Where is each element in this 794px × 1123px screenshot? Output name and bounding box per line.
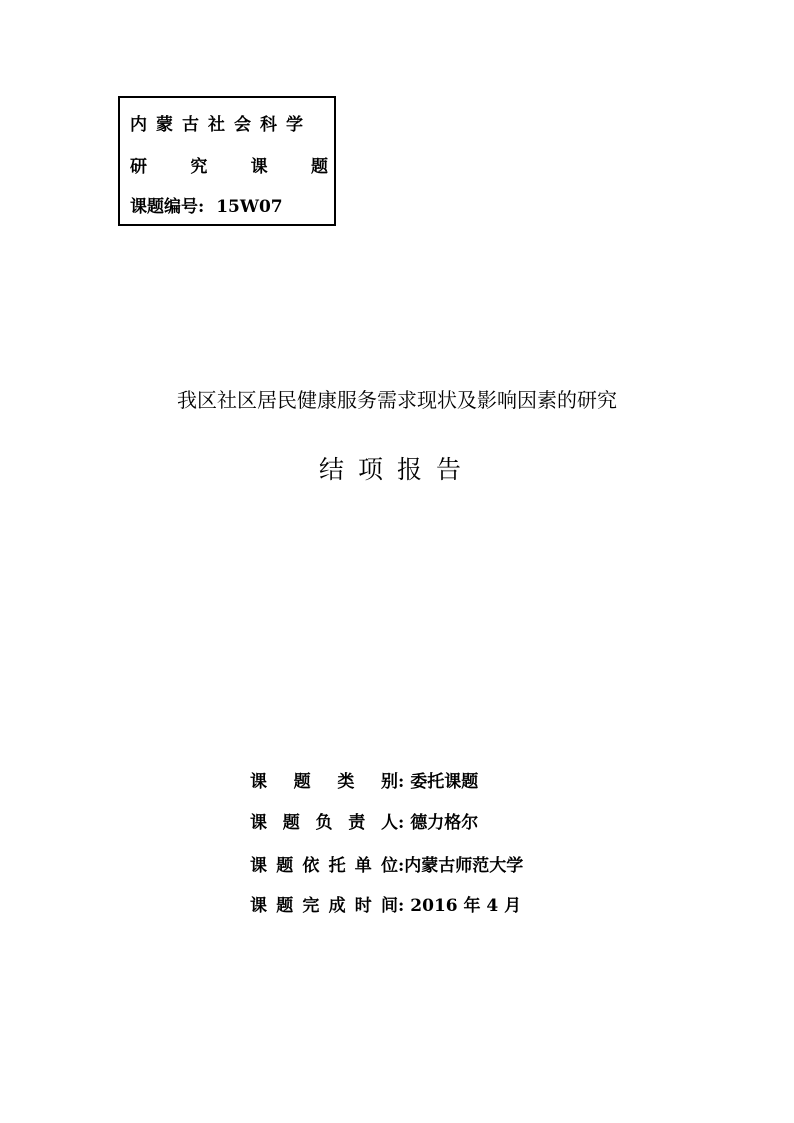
unit-label [250,851,398,876]
info-row-leader [250,808,478,833]
label-char: 课 [250,813,267,833]
box-char: 题 [310,157,328,177]
info-row-category [250,767,478,792]
leader-value: 德力格尔 [410,813,479,833]
box-char: 课 [250,157,268,177]
box-line-research-project [130,152,328,177]
label-char: 单 [354,856,372,876]
box-line-project-number [130,192,283,217]
info-row-completion-time [250,891,521,916]
label-char: 位 [380,856,398,876]
label-char: 时 [354,896,372,916]
project-info-box [118,96,336,226]
time-separator: : [398,896,405,916]
category-separator: : [398,772,405,792]
project-number-label: 课题编号: [130,197,205,217]
project-number-value: 15W07 [216,197,283,217]
label-char: 成 [328,896,346,916]
label-char: 责 [348,813,366,833]
leader-label [250,808,398,833]
unit-value: 内蒙古师范大学 [404,856,524,876]
label-char: 间 [380,896,398,916]
info-row-unit [250,851,523,876]
box-line-institution: 内蒙古社会科学 [130,115,312,135]
label-char: 托 [328,856,346,876]
label-char: 负 [315,813,333,833]
label-char: 题 [293,772,311,792]
label-char: 依 [302,856,320,876]
report-subtitle: 结项报告 [318,455,475,484]
time-value: 2016 年 4 月 [410,896,522,916]
label-char: 课 [250,896,267,916]
label-char: 完 [302,896,320,916]
time-label [250,891,398,916]
label-char: 题 [276,896,294,916]
box-char: 研 [130,157,147,177]
label-char: 类 [337,772,355,792]
leader-separator: : [398,813,405,833]
label-char: 课 [250,772,267,792]
label-char: 人 [381,813,398,833]
report-title: 我区社区居民健康服务需求现状及影响因素的研究 [177,388,617,412]
unit-separator: : [398,856,405,876]
box-char: 究 [190,157,208,177]
label-char: 别 [380,772,398,792]
label-char: 题 [276,856,294,876]
label-char: 题 [282,813,300,833]
label-char: 课 [250,856,267,876]
category-value: 委托课题 [410,772,479,792]
category-label [250,767,398,792]
